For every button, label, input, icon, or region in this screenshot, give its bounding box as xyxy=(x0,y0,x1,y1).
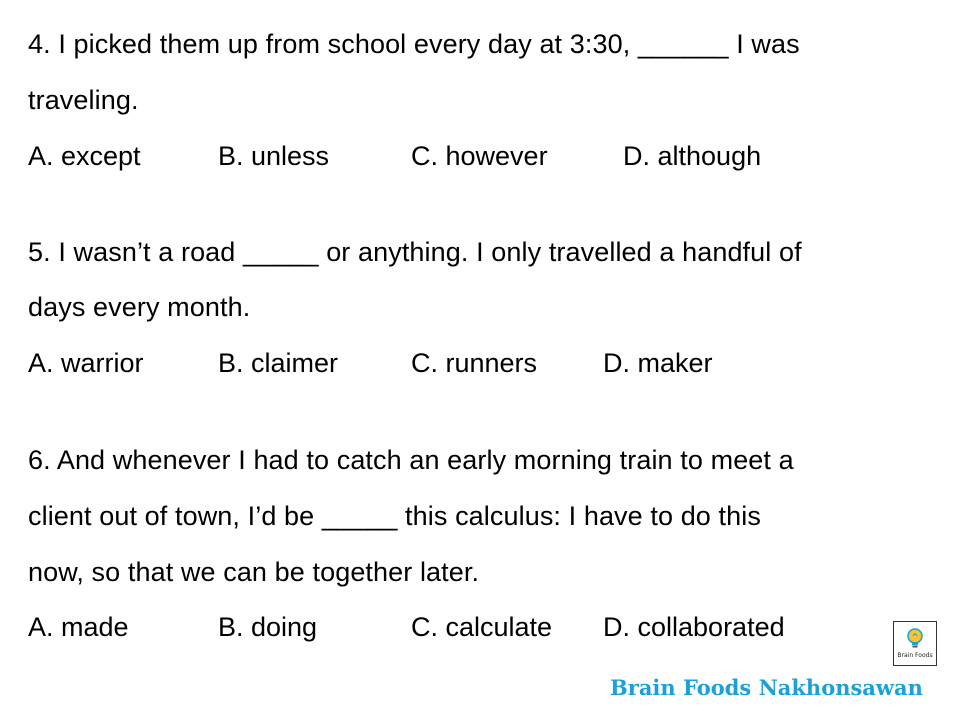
option-a[interactable]: A. warrior xyxy=(28,348,144,378)
option-a[interactable]: A. made xyxy=(28,612,129,642)
option-c[interactable]: C. calculate xyxy=(411,612,553,642)
option-d[interactable]: D. maker xyxy=(603,348,713,378)
question-text-line: client out of town, I’d be _____ this calculus: I have to do this xyxy=(28,501,761,531)
question-text-line: 5. I wasn’t a road _____ or anything. I only travelled a handful of xyxy=(28,237,802,267)
lightbulb-icon xyxy=(907,628,923,650)
option-c[interactable]: C. however xyxy=(411,141,548,171)
question-text-line: now, so that we can be together later. xyxy=(28,557,480,587)
option-b[interactable]: B. unless xyxy=(218,141,330,171)
brand-name: Brain Foods Nakhonsawan xyxy=(610,675,923,700)
brain-foods-logo xyxy=(893,621,937,666)
question-text-line: days every month. xyxy=(28,292,251,322)
option-b[interactable]: B. doing xyxy=(218,612,318,642)
option-b[interactable]: B. claimer xyxy=(218,348,339,378)
question-text-line: 4. I picked them up from school every day at 3:30, ______ I was xyxy=(28,29,800,59)
option-d[interactable]: D. although xyxy=(623,141,762,171)
option-d[interactable]: D. collaborated xyxy=(603,612,785,642)
question-text-line: 6. And whenever I had to catch an early morning train to meet a xyxy=(28,445,794,475)
question-text-line: traveling. xyxy=(28,85,139,115)
option-c[interactable]: C. runners xyxy=(411,348,538,378)
logo-label: Brain Foods xyxy=(897,652,933,659)
option-a[interactable]: A. except xyxy=(28,141,141,171)
